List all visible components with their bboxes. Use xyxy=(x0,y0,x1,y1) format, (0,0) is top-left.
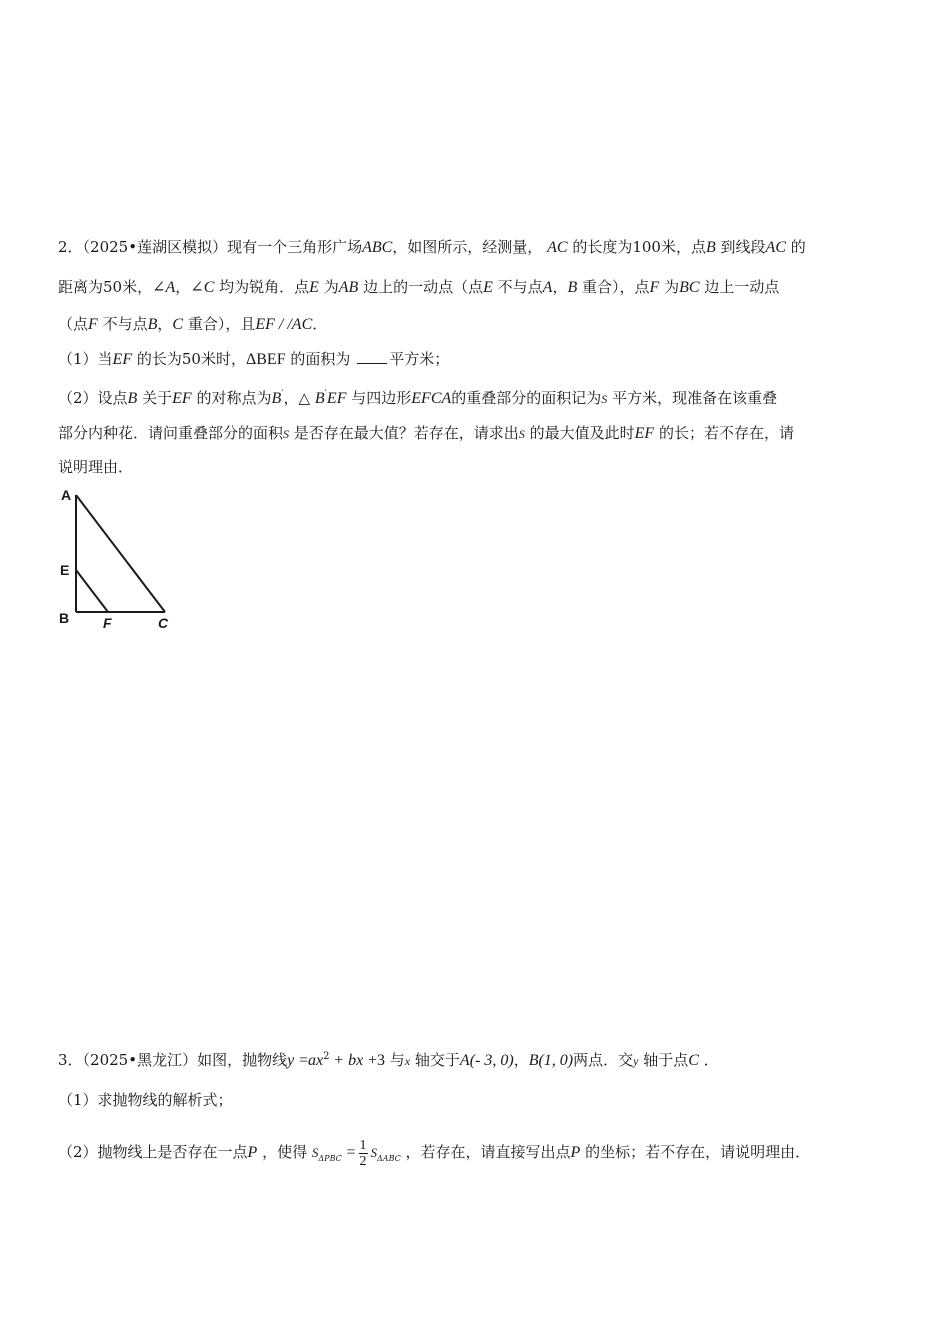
segment-ac xyxy=(76,495,165,612)
q2-sub2c: 说明理由． xyxy=(58,458,134,476)
triangle-figure xyxy=(56,484,186,634)
answer-blank xyxy=(357,351,387,364)
label-c: C xyxy=(158,615,169,631)
label-f: F xyxy=(103,615,112,631)
fraction-one-half: $\frac{1}{2}$ xyxy=(359,1137,367,1169)
q3-sub2: （2）抛物线上是否存在一点P ，使得 $S_{\Delta PBC}$ = $\frac{1}{2}$ $S_{\Delta ABC}$ ，若存在，请直接写出点P 的坐标；若不存在，请说明理由． xyxy=(58,1137,811,1169)
q2-sub1: （1）当EF 的长为50米时，ΔBEF 的面积为 平方米； xyxy=(58,350,450,368)
label-e: E xyxy=(60,562,70,578)
q2-sub2b: 部分内种花．请问重叠部分的面积S 是否存在最大值？若存在，请求出S 的最大值及此时EF 的长；若不存在，请 xyxy=(58,424,794,442)
segment-ef xyxy=(76,570,108,612)
label-a: A xyxy=(61,487,72,503)
q2-line1: 2．（2025•莲湖区模拟）现有一个三角形广场ABC，如图所示，经测量， AC 的长度为100米，点B 到线段AC 的 xyxy=(58,238,806,256)
q3-line1: 3．（2025•黑龙江）如图，抛物线$y =ax^2$ + bx +3 与x 轴交于A(- 3, 0)，B(1, 0)两点．交y 轴于点C ． xyxy=(58,1051,719,1069)
q3-sub1: （1）求抛物线的解析式； xyxy=(58,1091,233,1109)
q2-sub2a: （2）设点B 关于EF 的对称点为B′，△ B′EF 与四边形EFCA的重叠部分的面积记为S 平方米，现准备在该重叠 xyxy=(58,389,778,407)
q2-line3: （点F 不与点B，C 重合），且EF / /AC． xyxy=(58,315,328,333)
label-b: B xyxy=(59,610,70,626)
q2-line2: 距离为50米，∠A，∠C 均为锐角．点E 为AB 边上的一动点（点E 不与点A，B 重合），点F 为BC 边上一动点 xyxy=(58,278,780,296)
